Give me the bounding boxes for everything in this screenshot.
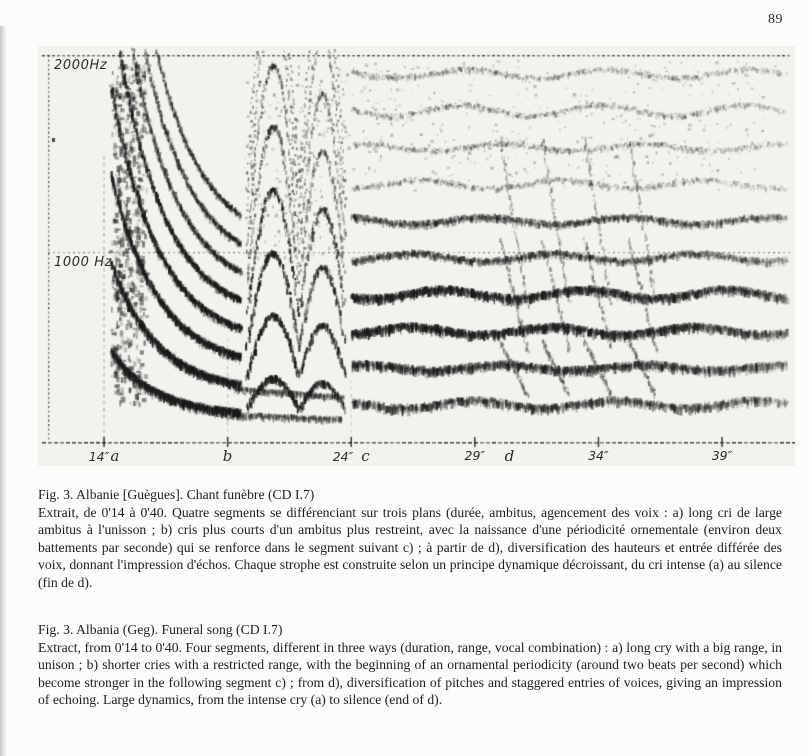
spectrogram-canvas [38, 46, 795, 466]
spectrogram-figure [38, 46, 795, 466]
segment-letter-d: d [504, 447, 515, 465]
segment-letter-c: c [361, 447, 370, 465]
page-number: 89 [768, 12, 783, 27]
x-tick-c [333, 447, 370, 466]
x-tick-time: 34″ [588, 448, 609, 463]
x-tick-b [223, 447, 233, 466]
x-tick-d [505, 447, 515, 466]
segment-letter-b: b [222, 447, 233, 465]
x-tick-29″ [465, 447, 486, 465]
figure-description-english: Extract, from 0'14 to 0'40. Four segments, different in three ways (duration, range, vocal combination) : a) long cry with a big range, in unison ; b) shorter cries with a restricted range, with the beginning of an ornamental periodicity (around two beats per second) which become stronger in the following segment c) ; from d), diversification of pitches and staggered entries of voices, giving an impression of echoing. Large dynamics, from the intense cry (a) to silence (end of d). [38, 639, 782, 708]
x-tick-time: 24″ [332, 449, 354, 464]
x-tick-34″ [588, 447, 609, 465]
figure-title-french: Fig. 3. Albanie [Guègues]. Chant funèbre (CD I.7) [38, 487, 315, 502]
scan-edge-shadow [0, 26, 7, 756]
x-tick-time: 39″ [711, 448, 733, 463]
freq-label-2000hz: 2000Hz [54, 58, 108, 73]
time-axis-labels [38, 447, 795, 466]
freq-label-1000hz: 1000 Hz [54, 255, 113, 270]
caption-english [38, 621, 782, 709]
x-tick-39″ [712, 447, 733, 465]
figure-title-english: Fig. 3. Albania (Geg). Funeral song (CD I.7) [38, 622, 283, 637]
figure-description-french: Extrait, de 0'14 à 0'40. Quatre segments se différenciant sur trois plans (durée, ambitus, agencement des voix : a) long cri de large ambitus à l'unisson ; b) cris plus courts d'un ambitus plus restreint, avec la naissance d'une périodicité ornementale (environ deux battements par seconde) qui se renforce dans le segment suivant c) ; à partir de d), diversification des hauteurs et entrée différée des voix, donnant l'impression d'échos. Chaque strophe est construite selon un principe dynamique décroissant, du cri intense (a) au silence (fin de d). [38, 504, 782, 590]
segment-letter-a: a [110, 447, 120, 465]
x-tick-time: 29″ [464, 448, 486, 463]
caption-french [38, 486, 782, 592]
x-tick-time: 14″ [88, 449, 110, 464]
x-tick-a [89, 447, 120, 466]
